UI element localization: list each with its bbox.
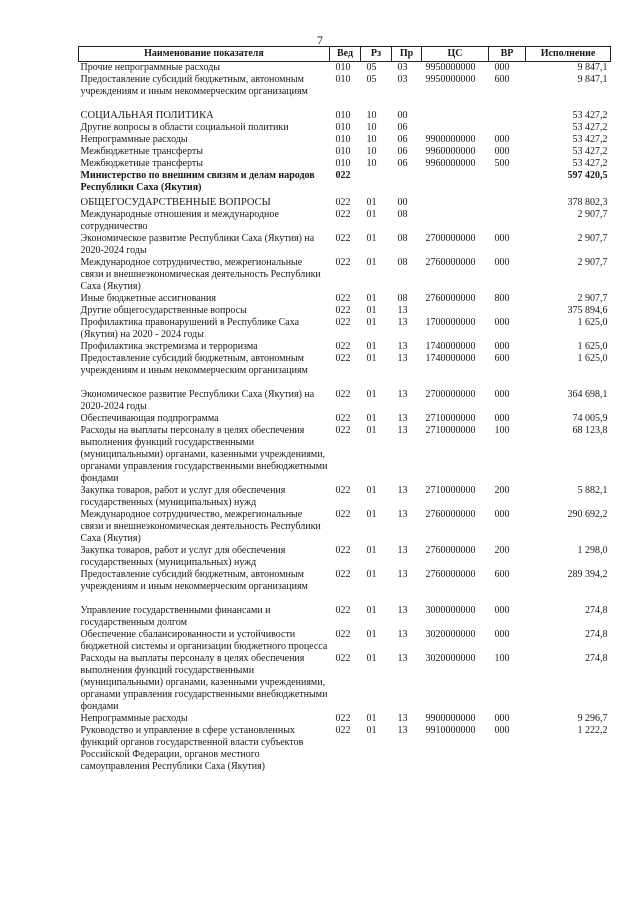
table-row xyxy=(79,233,611,257)
row-ved: 022 xyxy=(335,293,351,304)
row-cs: 3000000000 xyxy=(425,605,476,616)
row-cs: 2700000000 xyxy=(425,233,476,244)
row-vr: 000 xyxy=(494,605,510,616)
row-pr: 13 xyxy=(397,341,408,352)
table-row xyxy=(79,170,611,194)
row-execution: 1 298,0 xyxy=(577,545,608,556)
row-cs xyxy=(422,305,489,317)
header-ved: Вед xyxy=(330,47,361,62)
row-rz: 01 xyxy=(366,725,377,736)
row-vr: 200 xyxy=(494,485,510,496)
table-row xyxy=(79,74,611,98)
row-name: Обеспечивающая подпрограмма xyxy=(80,413,219,424)
row-name: Иные бюджетные ассигнования xyxy=(80,293,216,304)
header-vr: ВР xyxy=(489,47,526,62)
row-ved: 022 xyxy=(335,257,351,268)
table-row xyxy=(79,413,611,425)
row-vr: 000 xyxy=(494,341,510,352)
table-row xyxy=(79,425,611,485)
row-execution: 378 802,3 xyxy=(567,197,608,208)
row-pr: 13 xyxy=(397,545,408,556)
row-rz xyxy=(361,170,392,194)
row-ved: 022 xyxy=(335,509,351,520)
row-execution: 597 420,5 xyxy=(567,170,608,181)
row-pr: 00 xyxy=(397,197,408,208)
row-cs: 2760000000 xyxy=(425,509,476,520)
table-row xyxy=(79,713,611,725)
row-execution: 274,8 xyxy=(585,605,608,616)
row-vr xyxy=(489,170,526,194)
row-rz: 01 xyxy=(366,209,377,220)
row-vr: 000 xyxy=(494,62,510,73)
row-ved: 010 xyxy=(335,110,351,121)
row-vr xyxy=(489,209,526,233)
row-name: Межбюджетные трансферты xyxy=(80,158,203,169)
row-cs: 2700000000 xyxy=(425,389,476,400)
row-name: Расходы на выплаты персоналу в целях обеспечения выполнения функций государственными (муниципальными) органами, казенными учреждениями, органами управления государственными внебюджетными фондами xyxy=(80,653,328,712)
row-rz: 01 xyxy=(366,629,377,640)
row-rz: 01 xyxy=(366,485,377,496)
row-vr: 000 xyxy=(494,257,510,268)
row-ved: 022 xyxy=(335,629,351,640)
row-pr: 03 xyxy=(397,62,408,73)
row-pr: 03 xyxy=(397,74,408,85)
row-rz: 01 xyxy=(366,413,377,424)
row-ved: 022 xyxy=(335,653,351,664)
row-vr xyxy=(489,122,526,134)
table-row xyxy=(79,377,611,413)
row-vr xyxy=(489,98,526,122)
row-pr: 13 xyxy=(397,629,408,640)
row-pr: 06 xyxy=(397,146,408,157)
table-row xyxy=(79,341,611,353)
row-vr: 000 xyxy=(494,725,510,736)
row-cs: 9960000000 xyxy=(425,158,476,169)
row-ved: 022 xyxy=(335,545,351,556)
row-pr: 13 xyxy=(397,653,408,664)
row-cs: 1700000000 xyxy=(425,317,476,328)
row-ved: 022 xyxy=(335,425,351,436)
row-name: Обеспечение сбалансированности и устойчивости бюджетной системы и организации бюджетного процесса xyxy=(80,629,328,652)
row-ved: 022 xyxy=(335,305,351,316)
row-execution: 68 123,8 xyxy=(572,425,608,436)
row-vr: 000 xyxy=(494,134,510,145)
row-execution: 289 394,2 xyxy=(567,569,608,580)
row-name: Другие вопросы в области социальной политики xyxy=(80,122,289,133)
table-row xyxy=(79,629,611,653)
table-row xyxy=(79,509,611,545)
row-name: Межбюджетные трансферты xyxy=(80,146,203,157)
row-cs: 1740000000 xyxy=(425,341,476,352)
row-ved: 022 xyxy=(335,569,351,580)
row-ved: 022 xyxy=(335,725,351,736)
table-row xyxy=(79,209,611,233)
row-pr: 08 xyxy=(397,257,408,268)
row-execution: 274,8 xyxy=(585,629,608,640)
row-vr: 600 xyxy=(494,74,510,85)
table-row xyxy=(79,353,611,377)
row-execution: 1 625,0 xyxy=(577,353,608,364)
row-vr: 600 xyxy=(494,569,510,580)
header-execution: Исполнение xyxy=(526,47,611,62)
table-row xyxy=(79,653,611,713)
row-pr: 13 xyxy=(397,425,408,436)
row-ved: 022 xyxy=(335,317,351,328)
row-pr: 13 xyxy=(397,713,408,724)
row-name: Профилактика правонарушений в Республике Саха (Якутия) на 2020 - 2024 годы xyxy=(80,317,300,340)
row-execution: 364 698,1 xyxy=(567,389,608,400)
row-rz: 01 xyxy=(366,425,377,436)
row-cs: 3020000000 xyxy=(425,629,476,640)
row-execution: 9 296,7 xyxy=(577,713,608,724)
row-rz: 01 xyxy=(366,317,377,328)
row-pr: 06 xyxy=(397,134,408,145)
row-cs xyxy=(422,122,489,134)
row-cs: 3020000000 xyxy=(425,653,476,664)
row-name: Непрограммные расходы xyxy=(80,713,188,724)
table-row xyxy=(79,62,611,75)
row-execution: 53 427,2 xyxy=(572,110,608,121)
row-cs: 2760000000 xyxy=(425,293,476,304)
row-execution: 9 847,1 xyxy=(577,74,608,85)
row-pr: 13 xyxy=(397,389,408,400)
row-ved: 010 xyxy=(335,146,351,157)
row-ved: 022 xyxy=(335,233,351,244)
table-row xyxy=(79,545,611,569)
row-rz: 10 xyxy=(366,146,377,157)
table-row xyxy=(79,122,611,134)
row-name: Закупка товаров, работ и услуг для обеспечения государственных (муниципальных) нужд xyxy=(80,545,286,568)
row-cs: 9950000000 xyxy=(425,74,476,85)
row-vr: 000 xyxy=(494,233,510,244)
row-name: Предоставление субсидий бюджетным, автономным учреждениям и иным некоммерческим организациям xyxy=(80,353,308,376)
row-execution: 1 625,0 xyxy=(577,341,608,352)
row-pr: 13 xyxy=(397,413,408,424)
row-ved: 010 xyxy=(335,158,351,169)
row-vr xyxy=(489,194,526,209)
row-vr: 500 xyxy=(494,158,510,169)
row-rz: 01 xyxy=(366,257,377,268)
row-ved: 022 xyxy=(335,485,351,496)
row-execution: 290 692,2 xyxy=(567,509,608,520)
row-name: Закупка товаров, работ и услуг для обеспечения государственных (муниципальных) нужд xyxy=(80,485,286,508)
row-ved: 022 xyxy=(335,341,351,352)
row-vr: 000 xyxy=(494,629,510,640)
row-pr: 00 xyxy=(397,110,408,121)
row-rz: 10 xyxy=(366,134,377,145)
row-rz: 05 xyxy=(366,74,377,85)
row-execution: 274,8 xyxy=(585,653,608,664)
table-row xyxy=(79,593,611,629)
header-rz: Рз xyxy=(361,47,392,62)
row-name: Расходы на выплаты персоналу в целях обеспечения выполнения функций государственными (муниципальными) органами, казенными учреждениями, органами управления государственными внебюджетными фондами xyxy=(80,425,328,484)
row-vr: 000 xyxy=(494,389,510,400)
row-ved: 022 xyxy=(335,389,351,400)
row-rz: 01 xyxy=(366,569,377,580)
row-execution: 1 222,2 xyxy=(577,725,608,736)
row-rz: 01 xyxy=(366,233,377,244)
row-pr: 13 xyxy=(397,605,408,616)
row-vr: 000 xyxy=(494,713,510,724)
row-ved: 010 xyxy=(335,74,351,85)
row-vr: 200 xyxy=(494,545,510,556)
page-number: 7 xyxy=(317,33,323,47)
row-vr: 600 xyxy=(494,353,510,364)
row-rz: 01 xyxy=(366,353,377,364)
row-cs: 9900000000 xyxy=(425,713,476,724)
row-vr: 100 xyxy=(494,653,510,664)
row-cs: 9950000000 xyxy=(425,62,476,73)
row-rz: 01 xyxy=(366,293,377,304)
row-vr: 000 xyxy=(494,146,510,157)
row-rz: 01 xyxy=(366,605,377,616)
row-pr: 08 xyxy=(397,293,408,304)
table-row xyxy=(79,293,611,305)
row-ved: 010 xyxy=(335,62,351,73)
header-name: Наименование показателя xyxy=(79,47,330,62)
row-pr: 13 xyxy=(397,485,408,496)
row-ved: 022 xyxy=(335,209,351,220)
row-pr xyxy=(392,170,422,194)
table-row xyxy=(79,305,611,317)
row-cs: 2710000000 xyxy=(425,485,476,496)
row-rz: 10 xyxy=(366,158,377,169)
row-cs: 9960000000 xyxy=(425,146,476,157)
row-execution: 74 005,9 xyxy=(572,413,608,424)
row-pr: 08 xyxy=(397,209,408,220)
row-execution: 53 427,2 xyxy=(572,122,608,133)
row-pr: 13 xyxy=(397,569,408,580)
row-cs xyxy=(422,209,489,233)
row-vr: 000 xyxy=(494,509,510,520)
row-vr: 800 xyxy=(494,293,510,304)
table-row xyxy=(79,98,611,122)
table-row xyxy=(79,146,611,158)
row-execution: 2 907,7 xyxy=(577,257,608,268)
table-row xyxy=(79,158,611,170)
row-ved: 010 xyxy=(335,122,351,133)
row-rz: 01 xyxy=(366,713,377,724)
table-row xyxy=(79,725,611,773)
row-name: Управление государственными финансами и государственным долгом xyxy=(80,605,271,628)
table-row xyxy=(79,134,611,146)
row-name: Министерство по внешним связям и делам народов Республики Саха (Якутия) xyxy=(80,170,315,193)
row-name: Руководство и управление в сфере установленных функций органов государственной власти субъектов Российской Федерации, органов местного самоуправления Республики Саха (Якутия) xyxy=(80,725,304,772)
row-execution: 2 907,7 xyxy=(577,209,608,220)
row-pr: 13 xyxy=(397,725,408,736)
row-rz: 01 xyxy=(366,509,377,520)
table-row xyxy=(79,257,611,293)
row-ved: 022 xyxy=(335,197,351,208)
table-header-row xyxy=(79,47,611,62)
row-cs: 1740000000 xyxy=(425,353,476,364)
row-execution: 9 847,1 xyxy=(577,62,608,73)
row-pr: 13 xyxy=(397,317,408,328)
row-name: Другие общегосударственные вопросы xyxy=(80,305,247,316)
row-execution: 375 894,6 xyxy=(567,305,608,316)
row-vr: 000 xyxy=(494,413,510,424)
row-cs: 9910000000 xyxy=(425,725,476,736)
row-ved: 022 xyxy=(335,170,351,181)
row-name: ОБЩЕГОСУДАРСТВЕННЫЕ ВОПРОСЫ xyxy=(80,197,271,208)
row-vr: 000 xyxy=(494,317,510,328)
row-cs: 2710000000 xyxy=(425,413,476,424)
row-name: СОЦИАЛЬНАЯ ПОЛИТИКА xyxy=(80,110,214,121)
row-ved: 022 xyxy=(335,713,351,724)
row-name: Прочие непрограммные расходы xyxy=(80,62,221,73)
row-rz: 10 xyxy=(366,122,377,133)
row-cs xyxy=(422,170,489,194)
row-rz: 01 xyxy=(366,305,377,316)
row-cs: 2760000000 xyxy=(425,569,476,580)
row-name: Предоставление субсидий бюджетным, автономным учреждениям и иным некоммерческим организациям xyxy=(80,74,308,97)
row-cs: 2760000000 xyxy=(425,545,476,556)
row-ved: 022 xyxy=(335,605,351,616)
row-execution: 2 907,7 xyxy=(577,233,608,244)
row-vr xyxy=(489,305,526,317)
row-name: Предоставление субсидий бюджетным, автономным учреждениям и иным некоммерческим организациям xyxy=(80,569,308,592)
row-execution: 53 427,2 xyxy=(572,146,608,157)
table-row xyxy=(79,194,611,209)
header-pr: Пр xyxy=(392,47,422,62)
row-name: Непрограммные расходы xyxy=(80,134,188,145)
row-name: Международное сотрудничество, межрегиональные связи и внешнеэкономическая деятельность Республики Саха (Якутия) xyxy=(80,509,321,544)
table-row xyxy=(79,485,611,509)
row-pr: 06 xyxy=(397,122,408,133)
header-cs: ЦС xyxy=(422,47,489,62)
row-cs: 2710000000 xyxy=(425,425,476,436)
row-pr: 13 xyxy=(397,509,408,520)
table-row xyxy=(79,317,611,341)
row-cs: 2760000000 xyxy=(425,257,476,268)
row-ved: 010 xyxy=(335,134,351,145)
row-ved: 022 xyxy=(335,353,351,364)
row-rz: 10 xyxy=(366,110,377,121)
row-pr: 08 xyxy=(397,233,408,244)
row-name: Экономическое развитие Республики Саха (Якутия) на 2020-2024 годы xyxy=(80,389,315,412)
table-body xyxy=(79,62,611,774)
row-execution: 1 625,0 xyxy=(577,317,608,328)
row-cs: 9900000000 xyxy=(425,134,476,145)
row-vr: 100 xyxy=(494,425,510,436)
row-cs xyxy=(422,98,489,122)
row-name: Международные отношения и международное сотрудничество xyxy=(80,209,279,232)
row-pr: 13 xyxy=(397,305,408,316)
table-row xyxy=(79,569,611,593)
row-rz: 05 xyxy=(366,62,377,73)
row-execution: 5 882,1 xyxy=(577,485,608,496)
row-execution: 53 427,2 xyxy=(572,158,608,169)
row-ved: 022 xyxy=(335,413,351,424)
row-rz: 01 xyxy=(366,197,377,208)
row-execution: 2 907,7 xyxy=(577,293,608,304)
row-rz: 01 xyxy=(366,653,377,664)
row-name: Экономическое развитие Республики Саха (Якутия) на 2020-2024 годы xyxy=(80,233,315,256)
row-rz: 01 xyxy=(366,341,377,352)
row-rz: 01 xyxy=(366,389,377,400)
row-cs xyxy=(422,194,489,209)
budget-table xyxy=(78,46,611,773)
row-rz: 01 xyxy=(366,545,377,556)
row-pr: 06 xyxy=(397,158,408,169)
row-pr: 13 xyxy=(397,353,408,364)
row-name: Профилактика экстремизма и терроризма xyxy=(80,341,258,352)
row-execution: 53 427,2 xyxy=(572,134,608,145)
row-name: Международное сотрудничество, межрегиональные связи и внешнеэкономическая деятельность Республики Саха (Якутия) xyxy=(80,257,321,292)
